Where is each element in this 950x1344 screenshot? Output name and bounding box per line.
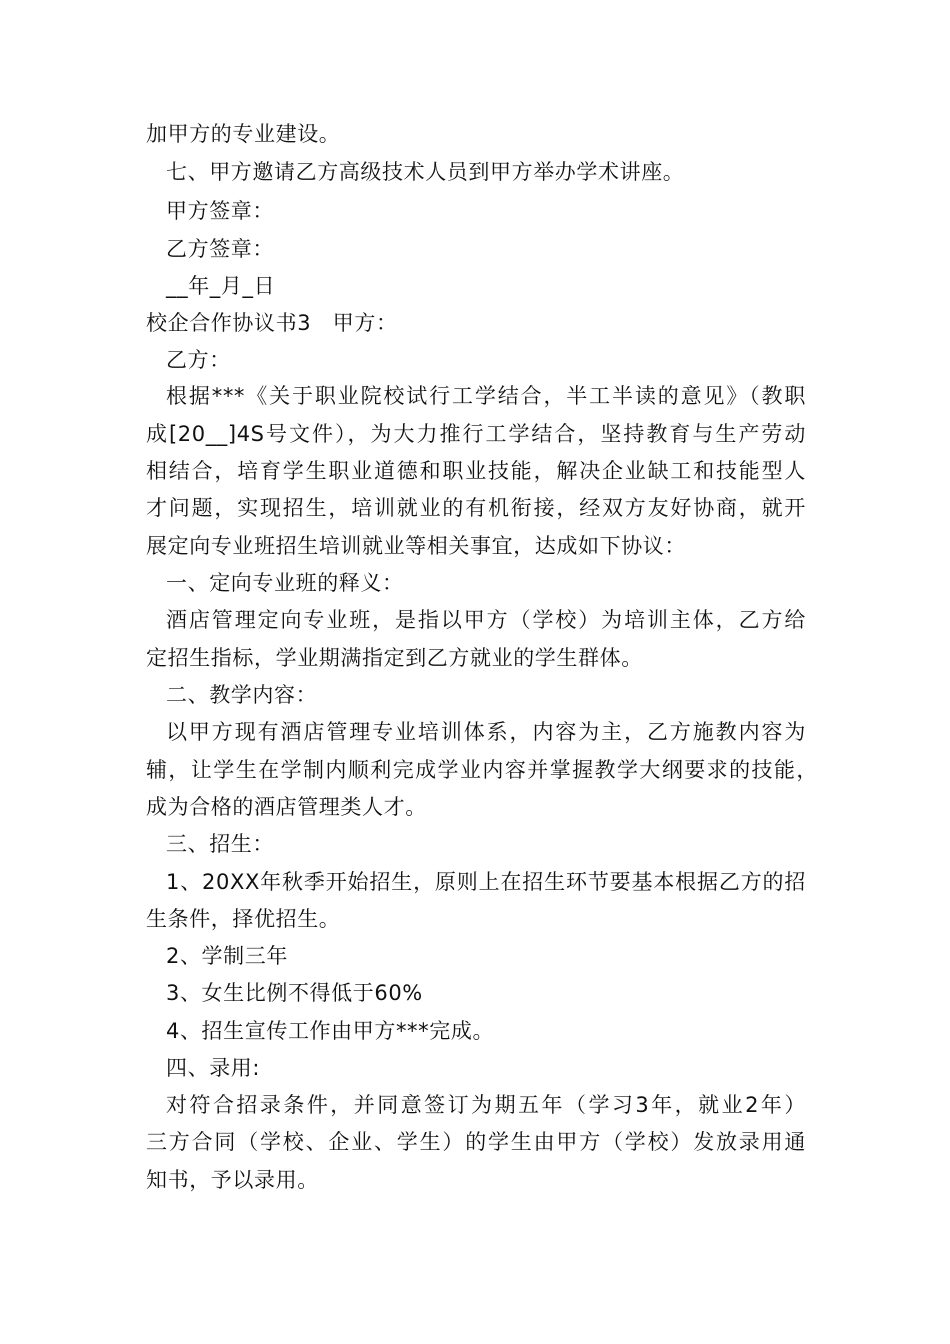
text-line: 三、招生： [166, 832, 274, 856]
text-line: 加甲方的专业建设。 [146, 122, 341, 146]
text-line: 一、定向专业班的释义： [166, 571, 404, 595]
text-line: 4、招生宣传工作由甲方***完成。 [166, 1019, 495, 1043]
text-line: 才问题，实现招生，培训就业的有机衔接，经双方友好协商，就开 [146, 496, 806, 520]
text-line: 乙方： [166, 348, 231, 372]
text-line: 甲方签章： [166, 199, 274, 223]
text-line: 三方合同（学校、企业、学生）的学生由甲方（学校）发放录用通 [146, 1130, 806, 1154]
text-line: 乙方签章： [166, 237, 274, 261]
text-line: 七、甲方邀请乙方高级技术人员到甲方举办学术讲座。 [166, 160, 685, 184]
text-line: 对符合招录条件，并同意签订为期五年（学习3年，就业2年） [166, 1093, 806, 1117]
text-line: 2、学制三年 [166, 944, 288, 968]
text-line: 展定向专业班招生培训就业等相关事宜，达成如下协议： [146, 534, 686, 558]
text-line: 根据***《关于职业院校试行工学结合，半工半读的意见》（教职 [166, 384, 806, 408]
text-line: 1、20XX年秋季开始招生，原则上在招生环节要基本根据乙方的招 [166, 870, 806, 894]
text-line: 成[20__]4S号文件），为大力推行工学结合，坚持教育与生产劳动 [146, 422, 806, 446]
text-line: 二、教学内容： [166, 683, 318, 707]
text-line: __年_月_日 [166, 274, 276, 298]
text-line: 以甲方现有酒店管理专业培训体系，内容为主，乙方施教内容为 [166, 720, 806, 744]
text-line: 酒店管理定向专业班，是指以甲方（学校）为培训主体，乙方给 [166, 608, 806, 632]
text-line: 知书，予以录用。 [146, 1168, 319, 1192]
text-line: 生条件，择优招生。 [146, 907, 341, 931]
text-line: 3、女生比例不得低于60% [166, 981, 423, 1005]
text-line: 四、录用: [166, 1056, 261, 1080]
text-line: 成为合格的酒店管理类人才。 [146, 795, 427, 819]
text-line: 定招生指标，学业期满指定到乙方就业的学生群体。 [146, 646, 643, 670]
text-line: 辅，让学生在学制内顺利完成学业内容并掌握教学大纲要求的技能， [146, 758, 818, 782]
text-line: 相结合，培育学生职业道德和职业技能，解决企业缺工和技能型人 [146, 459, 806, 483]
section-heading: 校企合作协议书3 甲方： [146, 311, 398, 335]
